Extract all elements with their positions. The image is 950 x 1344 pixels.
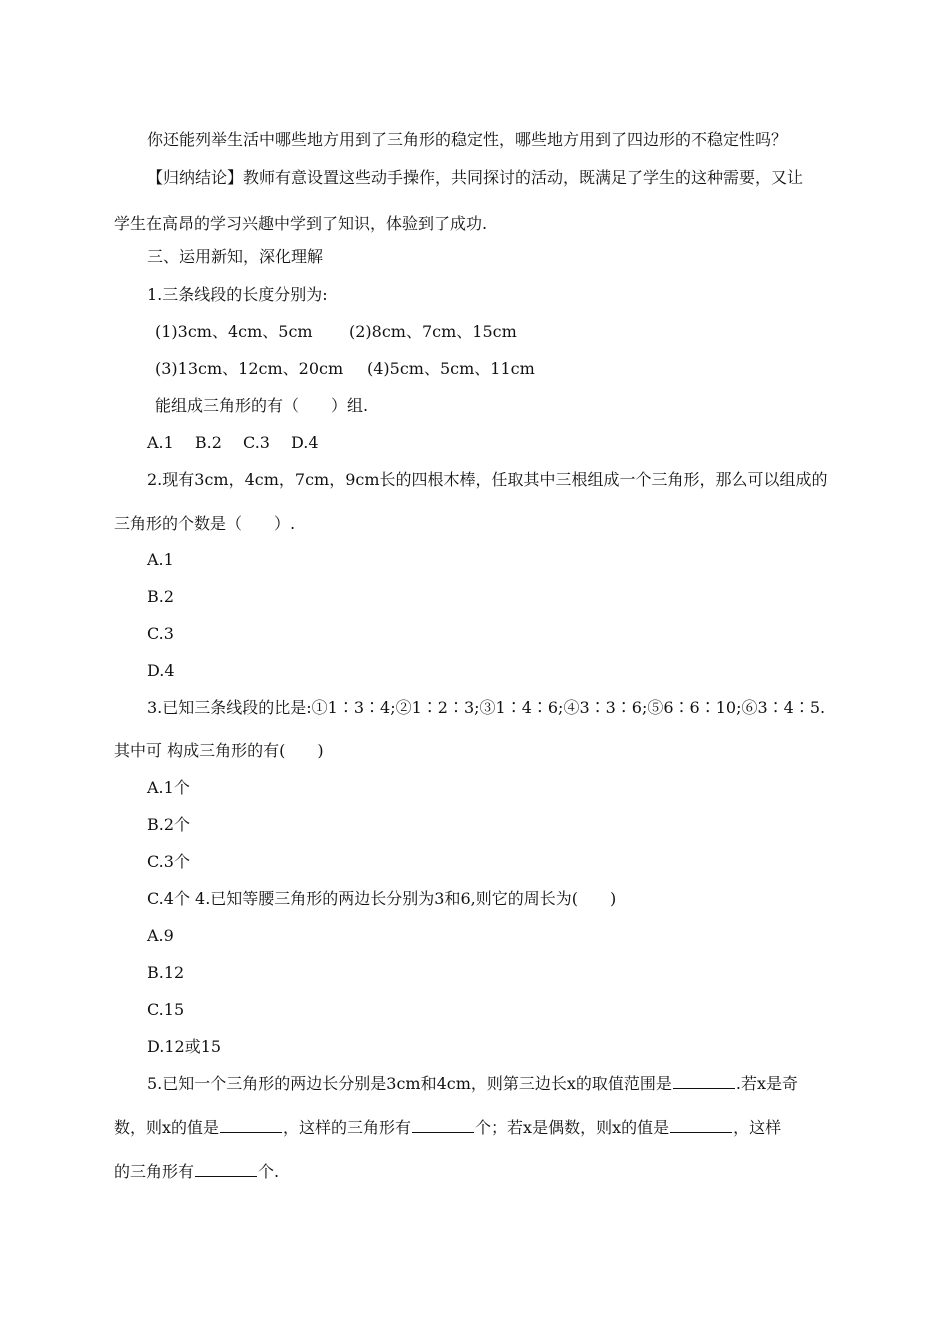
q3-choice-a: A.1个: [147, 778, 190, 797]
q4-choice-b: B.12: [147, 963, 185, 982]
q3-line-2: 其中可 构成三角形的有( ): [114, 741, 324, 760]
paragraph-stability-question: 你还能列举生活中哪些地方用到了三角形的稳定性，哪些地方用到了四边形的不稳定性吗？: [147, 130, 788, 149]
q2-line-1: 2.现有3cm，4cm，7cm，9cm长的四根木棒，任取其中三根组成一个三角形，那么可以组成的: [147, 470, 828, 489]
section-heading-3: 三、运用新知，深化理解: [147, 247, 324, 266]
q5-text-2a: 数，则x的值是: [114, 1118, 220, 1137]
summary-line-1: 【归纳结论】教师有意设置这些动手操作，共同探讨的活动，既满足了学生的这种需要，又让: [147, 168, 804, 187]
q5-blank-odd-value[interactable]: [220, 1118, 282, 1133]
q5-text-2b: ，这样的三角形有: [283, 1118, 412, 1137]
q5-text-2d: ，这样: [733, 1118, 782, 1137]
q4-choice-c: C.15: [147, 1000, 185, 1019]
q4-choice-a: A.9: [147, 926, 174, 945]
q1-option-2: (2)8cm、7cm、15cm: [349, 322, 517, 341]
q3-line-1: 3.已知三条线段的比是:①1∶3∶4;②1∶2∶3;③1∶4∶6;④3∶3∶6;⑤6∶6∶10;⑥3∶4∶5.: [147, 698, 826, 717]
summary-line-2: 学生在高昂的学习兴趣中学到了知识，体验到了成功.: [114, 214, 488, 233]
q3-choice-b: B.2个: [147, 815, 191, 834]
q1-option-4: (4)5cm、5cm、11cm: [367, 359, 535, 378]
q4-line: C.4个 4.已知等腰三角形的两边长分别为3和6,则它的周长为( ): [147, 889, 617, 908]
q5-blank-range[interactable]: [673, 1074, 735, 1089]
q2-choice-b: B.2: [147, 587, 175, 606]
q1-option-3: (3)13cm、12cm、20cm: [155, 359, 344, 378]
q5-blank-even-value[interactable]: [670, 1118, 732, 1133]
q5-text-3a: 的三角形有: [114, 1162, 195, 1181]
q2-choice-d: D.4: [147, 661, 175, 680]
q5-text-2c: 个；若x是偶数，则x的值是: [475, 1118, 670, 1137]
q5-text-1b: .若x是奇: [735, 1074, 799, 1093]
q5-line-2: [114, 1118, 781, 1138]
q5-text-1a: 5.已知一个三角形的两边长分别是3cm和4cm，则第三边长x的取值范围是: [147, 1074, 672, 1093]
q2-choice-c: C.3: [147, 624, 174, 643]
q5-blank-even-count[interactable]: [195, 1162, 257, 1177]
q4-choice-d: D.12或15: [147, 1037, 222, 1056]
q3-choice-c: C.3个: [147, 852, 190, 871]
q1-option-1: (1)3cm、4cm、5cm: [155, 322, 313, 341]
q5-text-3b: 个.: [258, 1162, 280, 1181]
q1-ask: 能组成三角形的有（ ）组.: [155, 396, 369, 415]
q2-line-2: 三角形的个数是（ ）.: [114, 514, 296, 533]
q5-line-3: [114, 1162, 279, 1182]
q1-stem: 1.三条线段的长度分别为:: [147, 285, 328, 304]
q5-blank-odd-count[interactable]: [412, 1118, 474, 1133]
q2-choice-a: A.1: [147, 550, 174, 569]
q5-line-1: [147, 1074, 798, 1094]
q1-choices: A.1 B.2 C.3 D.4: [147, 433, 319, 452]
